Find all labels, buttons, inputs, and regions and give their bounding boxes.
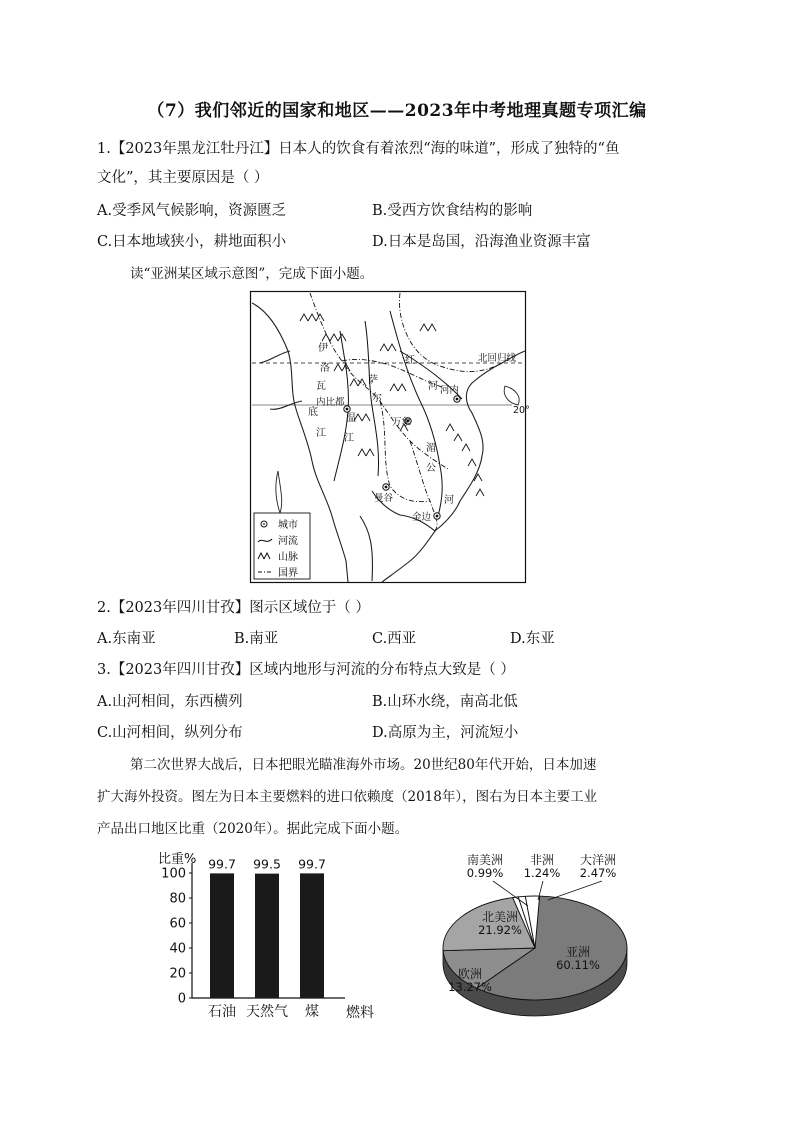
label-river-sa3: 温 xyxy=(346,413,356,424)
bar-0 xyxy=(210,873,234,998)
legend-mountain: 山脉 xyxy=(278,552,298,563)
label-tropic: 北回归线 xyxy=(478,353,517,364)
legend-city: 城市 xyxy=(278,520,298,531)
bar-ytick-label: 20 xyxy=(169,966,186,982)
asia-region-map xyxy=(250,291,530,583)
label-hanoi: 河内 xyxy=(440,385,460,396)
pie-slice-name: 亚洲 xyxy=(565,945,591,959)
bar-ytick-label: 60 xyxy=(169,916,186,932)
label-river-red2: 河 xyxy=(428,381,438,392)
label-river-sa1: 萨 xyxy=(368,375,378,386)
bar-value-label: 99.5 xyxy=(253,856,281,872)
q3-option-c[interactable]: C.山河相间，纵列分布 xyxy=(97,725,243,741)
passage-line2: 扩大海外投资。图左为日本主要燃料的进口依赖度（2018年），图右为日本主要工业 xyxy=(97,789,598,805)
bar-ytick-label: 40 xyxy=(169,941,186,957)
label-river-wa: 瓦 xyxy=(316,381,326,392)
q3-option-d[interactable]: D.高原为主，河流短小 xyxy=(372,725,519,741)
pie-slice-pct: 1.24% xyxy=(523,866,561,880)
label-river-red1: 红 xyxy=(405,355,415,366)
label-lat20: 20° xyxy=(513,405,530,416)
q1-option-b[interactable]: B.受西方饮食结构的影响 xyxy=(372,203,533,219)
q3-option-b[interactable]: B.山环水绕，南高北低 xyxy=(372,694,518,710)
q2-stem: 2.【2023年四川甘孜】图示区域位于（ ） xyxy=(97,600,370,616)
map-legend xyxy=(254,513,310,579)
label-vientiane: 万象 xyxy=(392,417,412,428)
pie-slice-name: 非洲 xyxy=(529,853,555,867)
q1-option-d[interactable]: D.日本是岛国，沿海渔业资源丰富 xyxy=(372,234,591,250)
fuel-import-bar-chart xyxy=(150,848,390,1028)
export-share-pie-chart xyxy=(430,848,650,1033)
label-river-gong: 公 xyxy=(426,463,436,474)
q2-option-d[interactable]: D.东亚 xyxy=(510,631,555,647)
label-bangkok: 曼谷 xyxy=(374,493,394,504)
pie-slice-pct: 2.47% xyxy=(579,866,617,880)
bar-category-label: 石油 xyxy=(208,1004,236,1020)
bar-ylabel: 比重% xyxy=(158,852,197,867)
label-river-di: 底 xyxy=(308,407,318,418)
bar-value-label: 99.7 xyxy=(208,856,236,872)
bar-ytick-label: 80 xyxy=(169,891,186,907)
pie-slice-pct: 21.92% xyxy=(478,923,522,937)
q1-stem-line1: 1.【2023年黑龙江牡丹江】日本人的饮食有着浓烈“海的味道”，形成了独特的“鱼 xyxy=(97,141,620,157)
label-river-yi: 伊 xyxy=(318,343,328,354)
map-intro: 读“亚洲某区域示意图”，完成下面小题。 xyxy=(130,266,374,282)
label-river-he: 河 xyxy=(444,495,454,506)
label-river-sa4: 江 xyxy=(344,433,354,444)
pie-slice-name: 北美洲 xyxy=(481,910,519,924)
bar-ytick-label: 0 xyxy=(177,991,186,1007)
label-river-luo: 洛 xyxy=(320,363,330,374)
label-river-jiang: 江 xyxy=(316,428,326,439)
pie-slice-pct: 13.27% xyxy=(448,980,492,994)
pie-slice-pct: 0.99% xyxy=(466,866,504,880)
label-river-sa2: 尔 xyxy=(372,393,382,404)
q3-stem: 3.【2023年四川甘孜】区域内地形与河流的分布特点大致是（ ） xyxy=(97,662,515,678)
q1-stem-line2: 文化”，其主要原因是（ ） xyxy=(97,170,269,186)
page-title: （7）我们邻近的国家和地区——2023年中考地理真题专项汇编 xyxy=(147,101,647,121)
bar-ytick-label: 100 xyxy=(161,866,186,882)
label-naypyidaw: 内比都 xyxy=(316,397,345,408)
q2-option-b[interactable]: B.南亚 xyxy=(234,631,279,647)
pie-slice-name: 欧洲 xyxy=(457,967,483,981)
pie-slice-pct: 60.11% xyxy=(556,958,600,972)
passage-line1: 第二次世界大战后，日本把眼光瞄准海外市场。20世纪80年代开始，日本加速 xyxy=(130,757,597,773)
bar-category-label: 煤 xyxy=(305,1004,319,1020)
bar-2 xyxy=(300,873,324,998)
bar-1 xyxy=(255,874,279,998)
q3-option-a[interactable]: A.山河相间，东西横列 xyxy=(97,694,243,710)
q1-option-a[interactable]: A.受季风气候影响，资源匮乏 xyxy=(97,203,287,219)
label-river-mei: 湄 xyxy=(426,443,436,454)
q1-option-c[interactable]: C.日本地域狭小，耕地面积小 xyxy=(97,234,287,250)
bar-value-label: 99.7 xyxy=(298,856,326,872)
bar-xlabel: 燃料 xyxy=(346,1005,374,1021)
legend-border: 国界 xyxy=(278,568,298,579)
pie-slice-name: 大洋洲 xyxy=(579,853,617,867)
label-phnompenh: 金边 xyxy=(412,512,432,523)
passage-line3: 产品出口地区比重（2020年）。据此完成下面小题。 xyxy=(97,821,409,837)
legend-river: 河流 xyxy=(278,536,298,547)
pie-leader-line xyxy=(548,881,602,900)
q2-option-a[interactable]: A.东南亚 xyxy=(97,631,156,647)
bar-category-label: 天然气 xyxy=(246,1004,288,1020)
q2-option-c[interactable]: C.西亚 xyxy=(372,631,417,647)
pie-slice-name: 南美洲 xyxy=(466,853,504,867)
